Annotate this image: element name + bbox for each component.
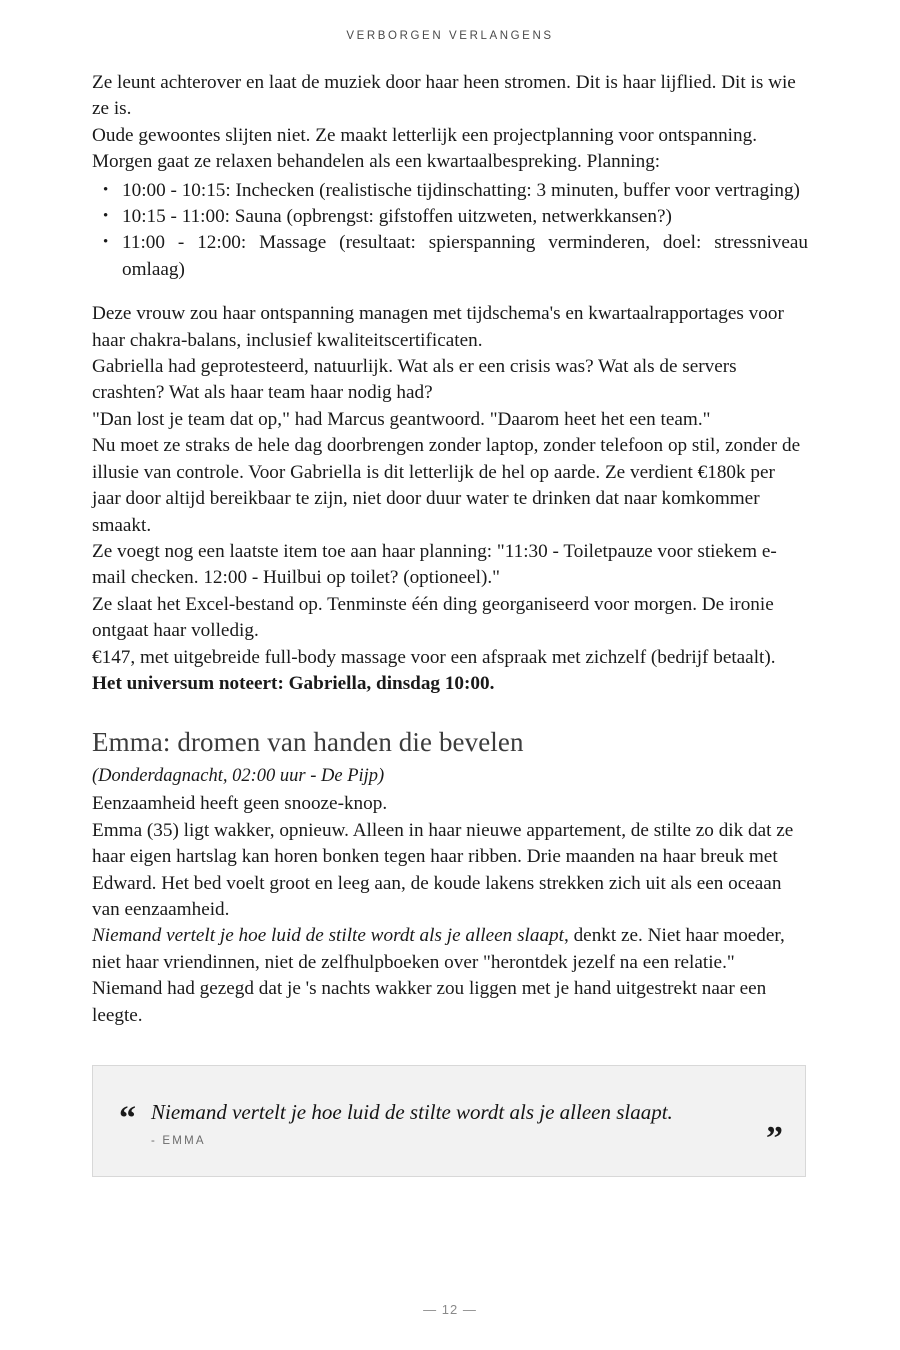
page-number-footer: — 12 —: [423, 1302, 477, 1317]
paragraph: Ze leunt achterover en laat de muziek door haar heen stromen. Dit is haar lijflied. Dit is wie ze is.: [92, 72, 796, 120]
paragraph: Nu moet ze straks de hele dag doorbrengen zonder laptop, zonder telefoon op stil, zonder de illusie van controle. Voor Gabriella is dit letterlijk de hel op aarde. Ze verdient €180k per jaar door altijd bereikbaar te zijn, niet door duur water te drinken dat naar komkommer smaakt.: [92, 435, 801, 536]
paragraph-mixed-style: [92, 923, 808, 1029]
page-content: [92, 70, 808, 1177]
paragraph: Eenzaamheid heeft geen snooze-knop.: [92, 793, 388, 815]
paragraph: Ze slaat het Excel-bestand op. Tenminste één ding georganiseerd voor morgen. De ironie ontgaat haar volledig.: [92, 593, 774, 642]
planning-list: [92, 178, 808, 284]
pullquote-attribution: - EMMA: [151, 1134, 206, 1147]
paragraph: "Dan lost je team dat op," had Marcus geantwoord. "Daarom heet het een team.": [92, 408, 711, 430]
pullquote-box: [92, 1065, 806, 1177]
paragraph: Deze vrouw zou haar ontspanning managen met tijdschema's en kwartaalrapportages voor haar chakra-balans, inclusief kwaliteitscertificaten.: [92, 303, 784, 351]
paragraph: Ze voegt nog een laatste item toe aan haar planning: "11:30 - Toiletpauze voor stiekem e-mail checken. 12:00 - Huilbui op toilet? (optioneel).": [92, 540, 777, 589]
paragraph-remainder: , denkt ze. Niet haar moeder, niet haar vriendinnen, niet de zelfhulpboeken over "herontdek jezelf na een relatie." Niemand had gezegd dat je 's nachts wakker zou liggen met je hand uitgestrekt naar een leegte.: [92, 925, 785, 1026]
running-header: VERBORGEN VERLANGENS: [346, 30, 554, 42]
paragraph: Oude gewoontes slijten niet. Ze maakt letterlijk een projectplanning voor ontspanning. Morgen gaat ze relaxen behandelen als een kwartaalbespreking. Planning:: [92, 124, 757, 173]
list-item: • 10:15 - 11:00: Sauna (opbrengst: gifstoffen uitzweten, netwerkkansen?): [92, 204, 808, 230]
italic-phrase: Niemand vertelt je hoe luid de stilte wordt als je alleen slaapt: [92, 925, 564, 947]
paragraph: Emma (35) ligt wakker, opnieuw. Alleen in haar nieuwe appartement, de stilte zo dik dat ze haar eigen hartslag kan horen bonken tegen haar ribben. Drie maanden na haar breuk met Edward. Het bed voelt groot en leeg aan, de koude lakens strekken zich uit als een oceaan van eenzaamheid.: [92, 819, 794, 920]
section-subtitle: (Donderdagnacht, 02:00 uur - De Pijp): [92, 766, 385, 787]
list-item: • 10:00 - 10:15: Inchecken (realistische tijdinschatting: 3 minuten, buffer voor vertraging): [92, 178, 808, 204]
bold-closing-line: Het universum noteert: Gabriella, dinsdag 10:00.: [92, 672, 495, 694]
quote-open-icon: “: [119, 1100, 136, 1137]
paragraph: €147, met uitgebreide full-body massage voor een afspraak met zichzelf (bedrijf betaalt).: [92, 646, 776, 668]
quote-close-icon: ”: [766, 1120, 783, 1157]
spacer: [92, 283, 808, 301]
section-heading: Emma: dromen van handen die bevelen: [92, 727, 524, 758]
pullquote-text: Niemand vertelt je hoe luid de stilte wordt als je alleen slaapt.: [151, 1099, 673, 1124]
list-item: • 11:00 - 12:00: Massage (resultaat: spierspanning verminderen, doel: stressniveau omlaag): [92, 230, 808, 283]
spacer: [92, 697, 808, 725]
paragraph: Gabriella had geprotesteerd, natuurlijk. Wat als er een crisis was? Wat als de servers crashten? Wat als haar team haar nodig had?: [92, 356, 737, 404]
